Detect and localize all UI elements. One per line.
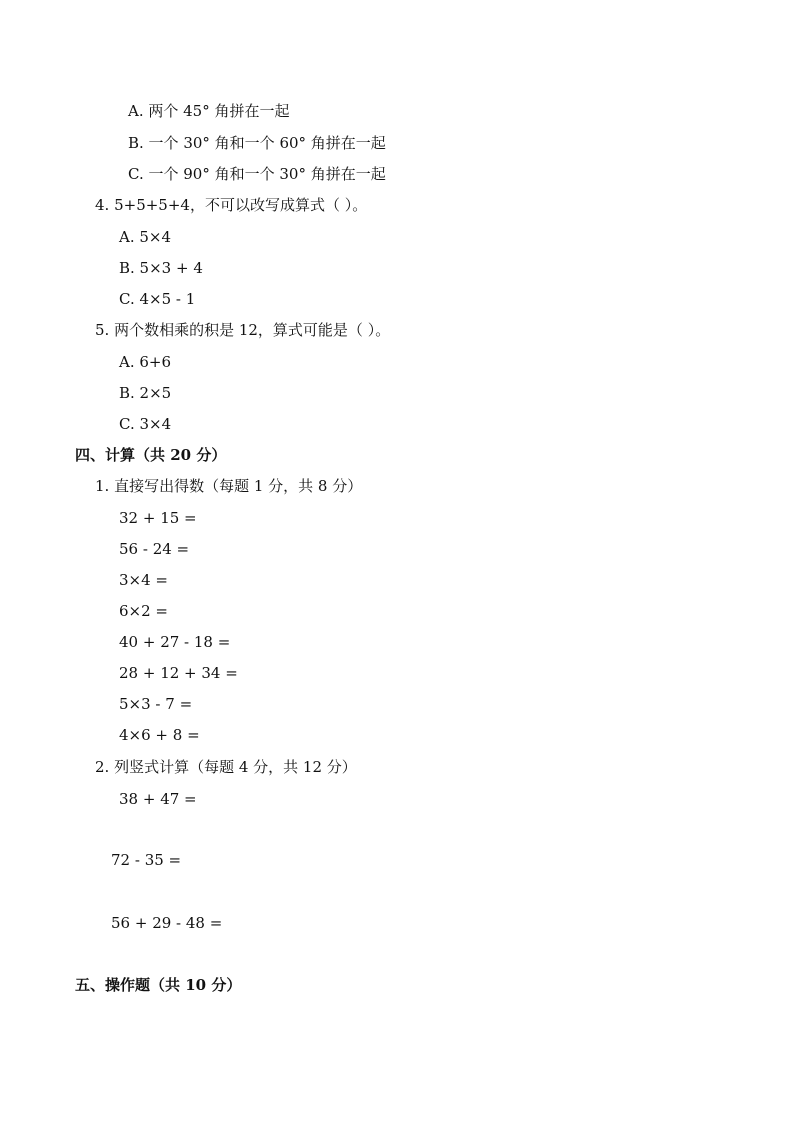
section4-part2-title: 2. 列竖式计算（每题 4 分，共 12 分） <box>95 758 357 776</box>
section4-title: 四、计算（共 20 分） <box>75 446 227 464</box>
q4-option-c: C. 4×5 - 1 <box>119 290 196 308</box>
q3-option-a: A. 两个 45° 角拼在一起 <box>128 102 290 120</box>
mental-math-item-8: 4×6 + 8 = <box>119 726 200 744</box>
mental-math-item-3: 3×4 = <box>119 571 168 589</box>
q4-option-a: A. 5×4 <box>119 228 172 246</box>
q5-option-b: B. 2×5 <box>119 384 172 402</box>
q3-option-c: C. 一个 90° 角和一个 30° 角拼在一起 <box>128 165 386 183</box>
q4-stem: 4. 5+5+5+4，不可以改写成算式（ ）。 <box>95 196 368 214</box>
q4-option-b: B. 5×3 + 4 <box>119 259 203 277</box>
mental-math-item-5: 40 + 27 - 18 = <box>119 633 231 651</box>
mental-math-item-1: 32 + 15 = <box>119 509 197 527</box>
vertical-calc-item-1: 38 + 47 = <box>119 790 197 808</box>
q5-option-a: A. 6+6 <box>119 353 172 371</box>
mental-math-item-4: 6×2 = <box>119 602 168 620</box>
section5-title: 五、操作题（共 10 分） <box>75 976 242 994</box>
section4-part1-title: 1. 直接写出得数（每题 1 分，共 8 分） <box>95 477 363 495</box>
vertical-calc-item-3: 56 + 29 - 48 = <box>111 914 223 932</box>
mental-math-item-7: 5×3 - 7 = <box>119 695 193 713</box>
q3-option-b: B. 一个 30° 角和一个 60° 角拼在一起 <box>128 134 386 152</box>
q5-stem: 5. 两个数相乘的积是 12，算式可能是（ ）。 <box>95 321 391 339</box>
mental-math-item-6: 28 + 12 + 34 = <box>119 664 238 682</box>
q5-option-c: C. 3×4 <box>119 415 172 433</box>
mental-math-item-2: 56 - 24 = <box>119 540 190 558</box>
vertical-calc-item-2: 72 - 35 = <box>111 851 182 869</box>
